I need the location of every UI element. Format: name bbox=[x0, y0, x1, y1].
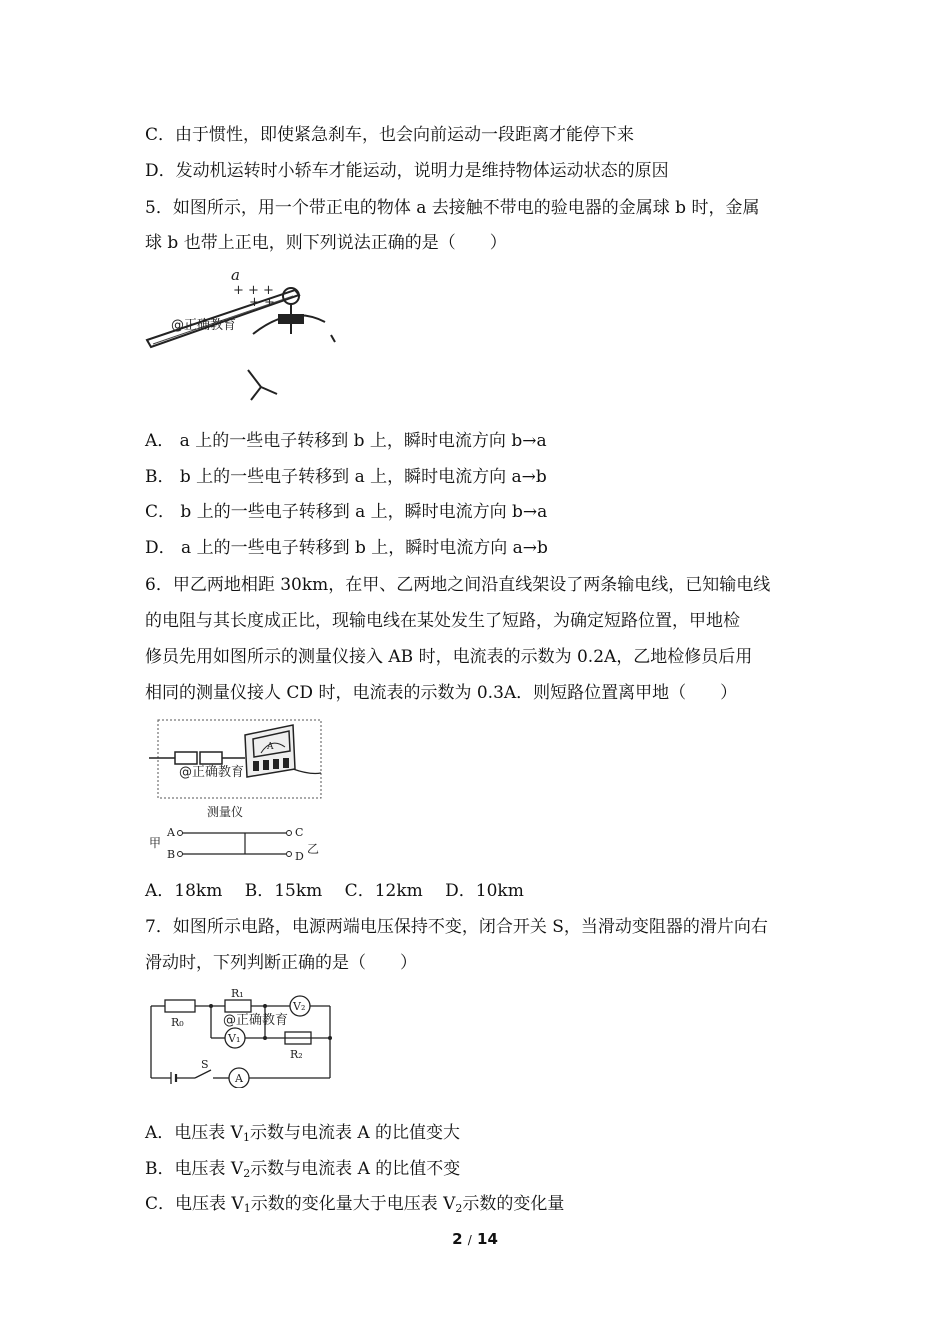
q6-label-A: A bbox=[167, 826, 175, 839]
q5-option-a: A． a 上的一些电子转移到 b 上，瞬时电流方向 b→a bbox=[145, 431, 547, 451]
q5-stem-line-1: 5．如图所示，用一个带正电的物体 a 去接触不带电的验电器的金属球 b 时，金属 bbox=[145, 198, 760, 218]
q7-resistor-r0 bbox=[165, 1000, 195, 1012]
q6-label-C: C bbox=[295, 826, 304, 839]
q6-stem-line-1: 6．甲乙两地相距 30km，在甲、乙两地之间沿直线架设了两条输电线，已知输电线 bbox=[145, 575, 771, 595]
q7-resistor-r1 bbox=[225, 1000, 251, 1012]
q4-option-c: C．由于惯性，即使紧急刹车，也会向前运动一段距离才能停下来 bbox=[145, 125, 635, 145]
q6-caption: 测量仪 bbox=[207, 805, 244, 819]
q7-option-b: B．电压表 $V_2$示数与电流表 A 的比值不变 bbox=[145, 1159, 461, 1180]
page-separator: / bbox=[467, 1233, 472, 1247]
q5-stem-line-2: 球 b 也带上正电，则下列说法正确的是（ ） bbox=[145, 233, 507, 253]
q6-watermark: @正确教育 bbox=[179, 765, 245, 780]
q5-option-b: B． b 上的一些电子转移到 a 上，瞬时电流方向 a→b bbox=[145, 467, 547, 487]
svg-text:+ +: + + bbox=[249, 295, 275, 310]
page-number bbox=[0, 1230, 950, 1248]
q5-label-a: a bbox=[231, 266, 240, 284]
q5-option-d: D． a 上的一些电子转移到 b 上，瞬时电流方向 a→b bbox=[145, 538, 548, 558]
q6-label-jia: 甲 bbox=[149, 836, 162, 850]
q7-label-s: S bbox=[201, 1058, 209, 1071]
q6-stem-line-3: 修员先用如图所示的测量仪接入 AB 时，电流表的示数为 0.2A，乙地检修员后用 bbox=[145, 647, 753, 667]
q6-label-B: B bbox=[167, 848, 176, 861]
q7-switch-s bbox=[195, 1070, 211, 1078]
q5-charges: + + + bbox=[233, 283, 274, 298]
q4-option-d: D．发动机运转时小轿车才能运动，说明力是维持物体运动状态的原因 bbox=[145, 161, 669, 181]
q7-label-r1: R₁ bbox=[231, 988, 244, 1000]
q7-option-c: C．电压表 $V_1$示数的变化量大于电压表 $V_2$示数的变化量 bbox=[145, 1194, 565, 1215]
q7-watermark: @正确教育 bbox=[223, 1013, 289, 1028]
q7-label-v1: V₁ bbox=[228, 1032, 241, 1045]
q5-electroscope-figure bbox=[145, 262, 345, 407]
svg-text:A: A bbox=[267, 742, 274, 752]
q7-label-a: A bbox=[235, 1072, 243, 1085]
q7-option-a: A．电压表 $V_1$示数与电流表 A 的比值变大 bbox=[145, 1123, 461, 1144]
q7-stem-line-1: 7．如图所示电路，电源两端电压保持不变，闭合开关 S，当滑动变阻器的滑片向右 bbox=[145, 917, 768, 937]
q7-label-r2: R₂ bbox=[290, 1048, 303, 1061]
page-total: 14 bbox=[477, 1230, 498, 1248]
page-current: 2 bbox=[452, 1230, 463, 1248]
q6-stem-line-4: 相同的测量仪接人 CD 时，电流表的示数为 0.3A．则短路位置离甲地（ ） bbox=[145, 683, 738, 703]
q5-option-c: C． b 上的一些电子转移到 a 上，瞬时电流方向 b→a bbox=[145, 502, 548, 522]
q6-label-yi: 乙 bbox=[307, 842, 320, 856]
q6-options: A．18km B．15km C．12km D．10km bbox=[145, 881, 524, 901]
q6-stem-line-2: 的电阻与其长度成正比，现输电线在某处发生了短路，为确定短路位置，甲地检 bbox=[145, 611, 740, 631]
q6-measuring-instrument-figure bbox=[145, 717, 330, 867]
q7-circuit-figure bbox=[145, 988, 340, 1088]
q7-stem-line-2: 滑动时，下列判断正确的是（ ） bbox=[145, 953, 417, 973]
q6-label-D: D bbox=[295, 850, 304, 863]
q5-watermark: @正确教育 bbox=[171, 318, 237, 333]
q7-label-r0: R₀ bbox=[171, 1016, 184, 1029]
q7-label-v2: V₂ bbox=[293, 1000, 306, 1013]
